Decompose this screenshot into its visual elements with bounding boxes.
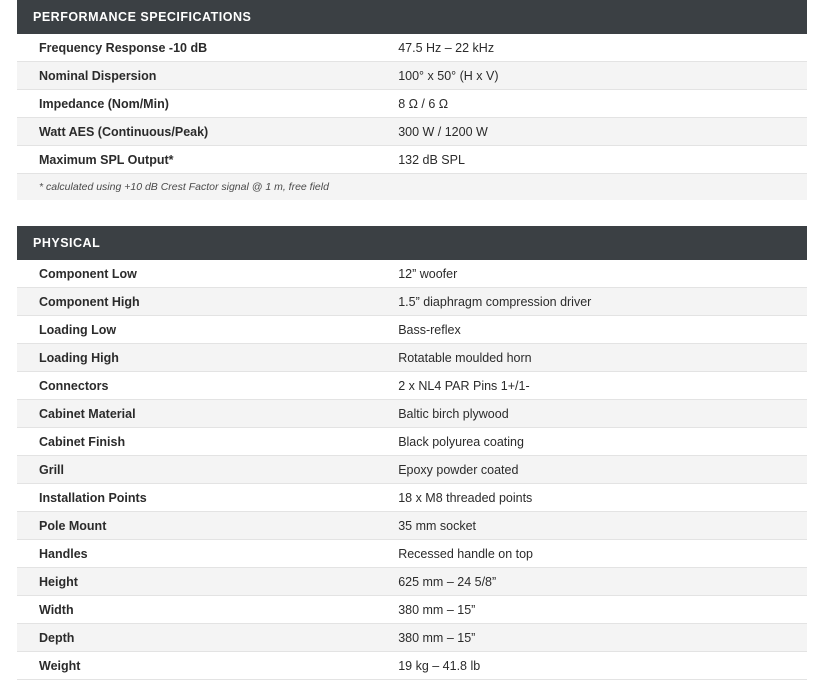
row-label: Component High: [39, 294, 140, 309]
row-label: Impedance (Nom/Min): [39, 96, 169, 111]
row-label: Loading High: [39, 350, 119, 365]
row-value: Rotatable moulded horn: [398, 350, 532, 365]
table-row: [17, 288, 807, 316]
table-row: [17, 540, 807, 568]
row-value: 8 Ω / 6 Ω: [398, 96, 449, 111]
table-row: [17, 428, 807, 456]
row-label: Component Low: [39, 266, 137, 281]
row-label: Handles: [39, 546, 88, 561]
table-row: [17, 484, 807, 512]
table-row: [17, 400, 807, 428]
row-value: 100° x 50° (H x V): [398, 68, 499, 83]
table-row: [17, 596, 807, 624]
table-row: [17, 316, 807, 344]
table-row: [17, 372, 807, 400]
row-value: Black polyurea coating: [398, 434, 524, 449]
row-value: 380 mm – 15”: [398, 602, 476, 617]
row-value: 19 kg – 41.8 lb: [398, 658, 481, 673]
row-label: Depth: [39, 630, 75, 645]
table-row: [17, 146, 807, 174]
row-label: Maximum SPL Output*: [39, 152, 174, 167]
section-physical: [0, 226, 824, 680]
row-value: 47.5 Hz – 22 kHz: [398, 40, 495, 55]
table-row: [17, 62, 807, 90]
row-value: 625 mm – 24 5/8”: [398, 574, 497, 589]
row-label: Watt AES (Continuous/Peak): [39, 124, 209, 139]
row-label: Loading Low: [39, 322, 117, 337]
row-label: Height: [39, 574, 78, 589]
section-footnote: * calculated using +10 dB Crest Factor signal @ 1 m, free field: [17, 174, 807, 200]
row-label: Frequency Response -10 dB: [39, 40, 208, 55]
table-row: [17, 624, 807, 652]
row-label: Weight: [39, 658, 81, 673]
table-row: [17, 118, 807, 146]
row-value: Bass-reflex: [398, 322, 461, 337]
row-label: Cabinet Finish: [39, 434, 126, 449]
table-row: [17, 652, 807, 680]
row-label: Pole Mount: [39, 518, 107, 533]
row-value: 12” woofer: [398, 266, 458, 281]
table-row: [17, 260, 807, 288]
row-label: Installation Points: [39, 490, 147, 505]
section-spacer: [0, 200, 824, 226]
row-label: Grill: [39, 462, 65, 477]
row-label: Nominal Dispersion: [39, 68, 157, 83]
row-value: 380 mm – 15”: [398, 630, 476, 645]
row-value: 300 W / 1200 W: [398, 124, 488, 139]
row-value: 2 x NL4 PAR Pins 1+/1-: [398, 378, 530, 393]
row-value: Recessed handle on top: [398, 546, 534, 561]
row-value: 132 dB SPL: [398, 152, 465, 167]
table-row: [17, 512, 807, 540]
row-label: Connectors: [39, 378, 109, 393]
row-label: Cabinet Material: [39, 406, 136, 421]
table-row: [17, 344, 807, 372]
table-row: [17, 34, 807, 62]
row-value: 1.5” diaphragm compression driver: [398, 294, 592, 309]
table-row: [17, 568, 807, 596]
table-row: [17, 90, 807, 118]
section-header-performance: PERFORMANCE SPECIFICATIONS: [17, 0, 807, 34]
row-value: Epoxy powder coated: [398, 462, 519, 477]
row-value: Baltic birch plywood: [398, 406, 509, 421]
section-performance-specifications: [0, 0, 824, 200]
row-label: Width: [39, 602, 74, 617]
table-row: [17, 456, 807, 484]
section-header-physical: PHYSICAL: [17, 226, 807, 260]
row-value: 35 mm socket: [398, 518, 476, 533]
row-value: 18 x M8 threaded points: [398, 490, 533, 505]
